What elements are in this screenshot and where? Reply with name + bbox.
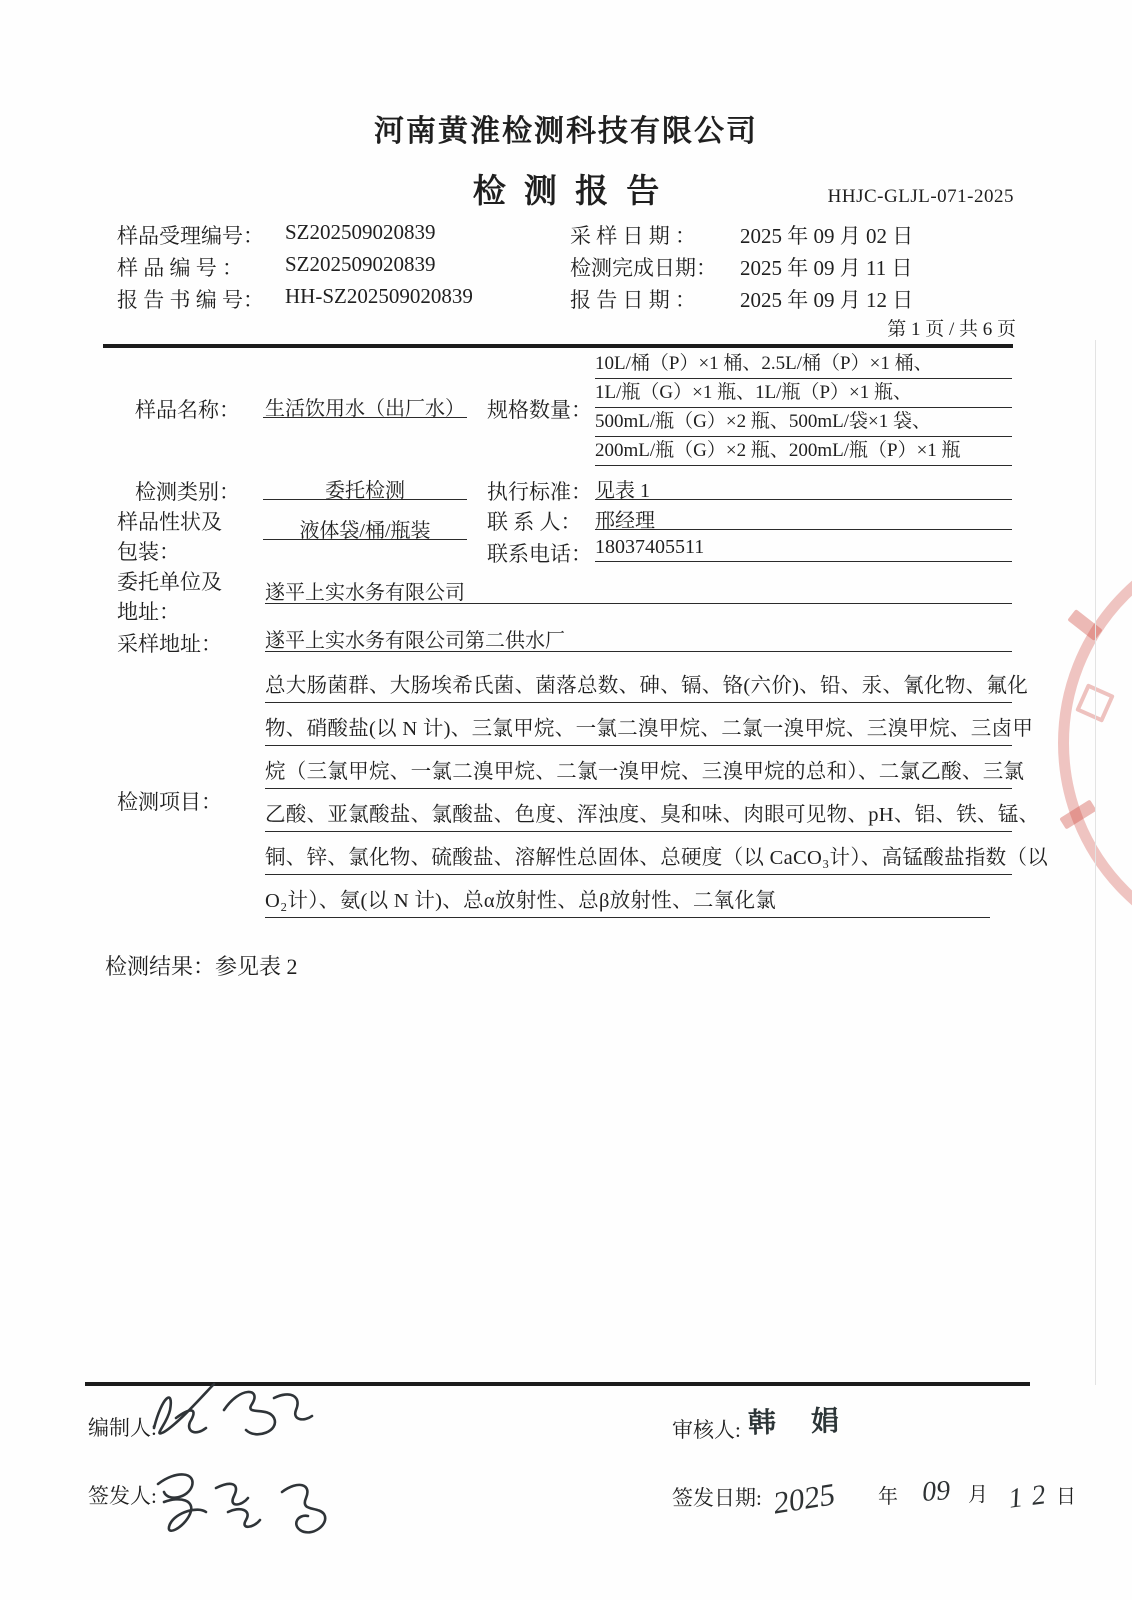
test-items-line-3: 烷（三氯甲烷、一氯二溴甲烷、二氯一溴甲烷、三溴甲烷的总和）、二氯乙酸、三氯 <box>265 757 1012 789</box>
prepared-by-label: 编制人: <box>88 1416 157 1440</box>
spec-line-2: 1L/瓶（G）×1 瓶、1L/瓶（P）×1 瓶、 <box>595 379 1012 408</box>
reviewer-signature: 韩 娟 <box>747 1405 854 1440</box>
test-items-line-6: O₂计）、氨(以 N 计)、总α放射性、总β放射性、二氧化氯 <box>265 886 990 918</box>
spec-line-1: 10L/桶（P）×1 桶、2.5L/桶（P）×1 桶、 <box>595 350 1012 379</box>
contact-person-value: 邢经理 <box>595 504 1012 530</box>
test-complete-date-value: 2025 年 09 月 11 日 <box>740 256 913 280</box>
sample-state-label-line1: 样品性状及 <box>117 510 222 534</box>
issue-date-day-unit: 日 <box>1056 1486 1076 1508</box>
spec-line-3: 500mL/瓶（G）×2 瓶、500mL/袋×1 袋、 <box>595 408 1012 437</box>
test-items-label: 检测项目： <box>117 790 222 814</box>
scan-edge-artifact <box>1095 340 1096 1385</box>
top-divider-rule <box>103 344 1013 348</box>
sample-name-label: 样品名称： <box>135 398 240 422</box>
test-items-line-1: 总大肠菌群、大肠埃希氏菌、菌落总数、砷、镉、铬(六价)、铅、汞、氰化物、氟化 <box>265 671 1012 703</box>
test-type-value: 委托检测 <box>263 474 467 500</box>
client-value: 遂平上实水务有限公司 <box>265 576 1012 604</box>
sample-no-label: 样 品 编 号 ： <box>117 256 243 280</box>
report-title: 检测报告 <box>472 174 678 210</box>
report-date-value: 2025 年 09 月 12 日 <box>740 288 914 312</box>
report-date-label: 报 告 日 期 ： <box>570 288 696 312</box>
page-number: 第 1 页 / 共 6 页 <box>887 319 1016 340</box>
report-no-label: 报 告 书 编 号： <box>117 288 264 312</box>
prepared-by-signature <box>140 1376 325 1456</box>
spec-qty-label: 规格数量： <box>487 398 592 422</box>
spec-line-4: 200mL/瓶（G）×2 瓶、200mL/瓶（P）×1 瓶 <box>595 437 1012 466</box>
issue-date-day-handwritten: 12 <box>1006 1478 1057 1515</box>
sampling-addr-value: 遂平上实水务有限公司第二供水厂 <box>265 624 1012 652</box>
sampling-date-label: 采 样 日 期 ： <box>570 224 696 248</box>
issue-date-year-handwritten: 2025 <box>770 1476 838 1521</box>
issuer-label: 签发人: <box>88 1484 157 1508</box>
sample-accept-no-label: 样品受理编号： <box>117 224 264 248</box>
sample-no-value: SZ202509020839 <box>285 252 436 276</box>
test-items-line-2: 物、硝酸盐(以 N 计)、三氯甲烷、一氯二溴甲烷、二氯一溴甲烷、三溴甲烷、三卤甲 <box>265 714 1012 746</box>
test-complete-date-label: 检测完成日期： <box>570 256 717 280</box>
contact-phone-value: 18037405511 <box>595 536 1012 562</box>
test-items-line-5: 铜、锌、氯化物、硫酸盐、溶解性总固体、总硬度（以 CaCO₃计）、高锰酸盐指数（以 <box>265 843 1012 875</box>
result-note: 检测结果：参见表 2 <box>105 954 298 979</box>
sample-name-value: 生活饮用水（出厂水） <box>263 392 467 418</box>
client-label-line1: 委托单位及 <box>117 570 222 594</box>
contact-person-label: 联 系 人： <box>487 510 582 534</box>
company-name: 河南黄淮检测科技有限公司 <box>374 115 758 148</box>
document-code: HHJC-GLJL-071-2025 <box>827 186 1014 207</box>
issue-date-month-unit: 月 <box>968 1484 988 1506</box>
sample-accept-no-value: SZ202509020839 <box>285 220 436 244</box>
reviewer-label: 审核人: <box>672 1418 741 1442</box>
exec-standard-value: 见表 1 <box>595 474 1012 500</box>
issue-date-month-handwritten: 09 <box>921 1475 952 1508</box>
report-no-value: HH-SZ202509020839 <box>285 284 473 308</box>
test-type-label: 检测类别： <box>135 480 240 504</box>
sampling-date-value: 2025 年 09 月 02 日 <box>740 224 914 248</box>
test-items-line-4: 乙酸、亚氯酸盐、氯酸盐、色度、浑浊度、臭和味、肉眼可见物、pH、铝、铁、锰、 <box>265 800 1012 832</box>
exec-standard-label: 执行标准： <box>487 480 592 504</box>
issuer-signature <box>140 1458 355 1553</box>
sample-state-value: 液体袋/桶/瓶装 <box>263 514 467 540</box>
client-label-line2: 地址： <box>117 600 180 624</box>
issue-date-label: 签发日期: <box>672 1486 762 1510</box>
contact-phone-label: 联系电话： <box>487 542 592 566</box>
issue-date-year-unit: 年 <box>878 1486 898 1508</box>
sample-state-label-line2: 包装： <box>117 540 180 564</box>
sampling-addr-label: 采样地址： <box>117 632 222 656</box>
